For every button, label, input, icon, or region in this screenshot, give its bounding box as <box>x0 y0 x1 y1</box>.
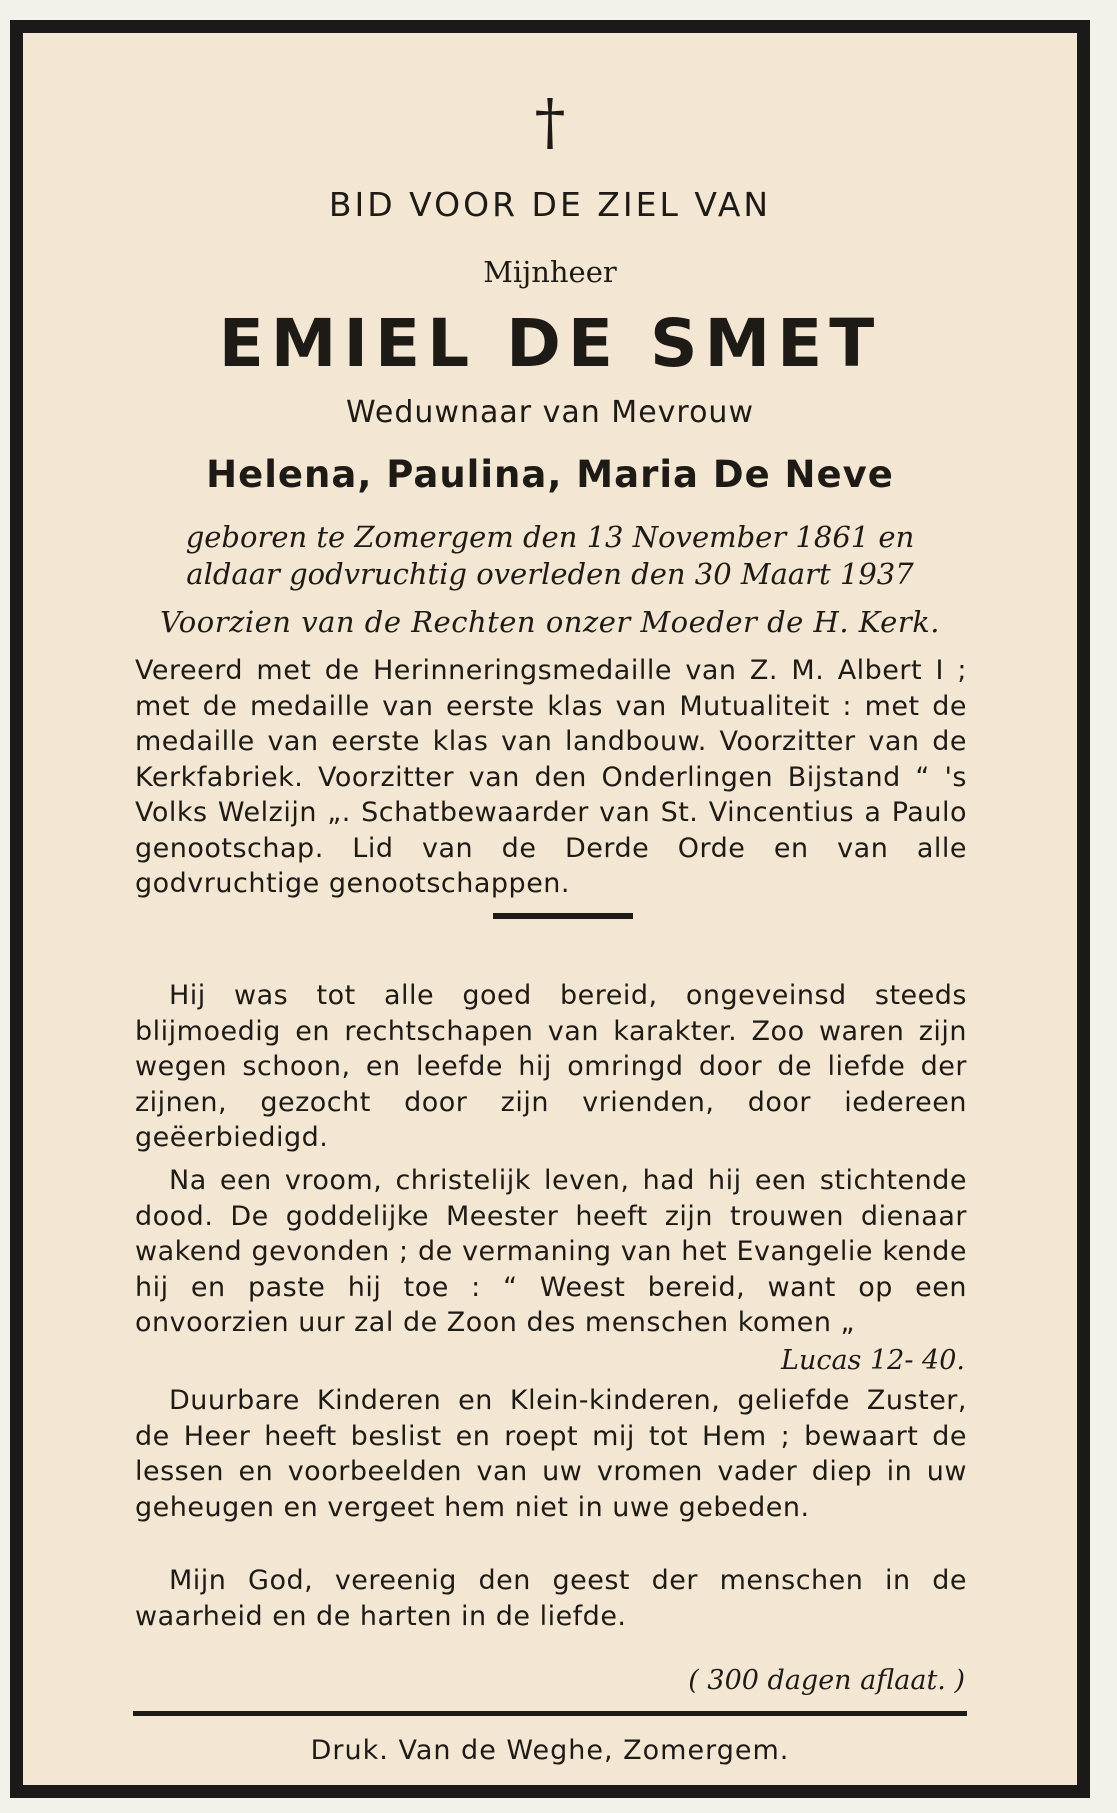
closing-prayer: Mijn God, vereenig den geest der menschen in de waarheid en de harten in de liefde. <box>135 1565 967 1632</box>
honors-paragraph: Vereerd met de Herinneringsmedaille van Z. M. Albert I ; met de medaille van eerste klas van Mutualiteit : met de medaille van eerste klas van landbouw. Voorzitter van de Kerkfabriek. Voorzitter van den Onderlingen Bijstand “ 's Volks Welzijn „. Schatbewaarder van St. Vincentius a Paulo genootschap. Lid van de Derde Orde en van alle godvruchtige genootschappen. <box>135 655 967 899</box>
birth-line: geboren te Zomergem den 13 November 1861 en <box>185 520 915 554</box>
prayer-heading: BID VOOR DE ZIEL VAN <box>328 185 772 224</box>
memorial-card <box>10 20 1090 1798</box>
scripture-reference: Lucas 12- 40. <box>781 1345 965 1376</box>
death-line: aldaar godvruchtig overleden den 30 Maart 1937 <box>186 557 914 591</box>
family-paragraph: Duurbare Kinderen en Klein-kinderen, geliefde Zuster, de Heer heeft beslist en roept mij tot Hem ; bewaart de lessen en voorbeelden van uw vromen vader diep in uw geheugen en vergeet hem niet in uwe gebeden. <box>135 1385 967 1523</box>
indulgence-note: ( 300 dagen aflaat. ) <box>688 1665 965 1696</box>
character-paragraph: Hij was tot alle goed bereid, ongeveinsd steeds blijmoedig en rechtschapen van karakter. Zoo waren zijn wegen schoon, en leefde hij omringd door de liefde der zijnen, gezocht door zijn vrienden, door iedereen geëerbiedigd. <box>135 980 967 1153</box>
sacraments-line: Voorzien van de Rechten onzer Moeder de H. Kerk. <box>160 605 940 639</box>
card-content <box>23 33 1077 1785</box>
honorific: Mijnheer <box>483 255 617 289</box>
cross-icon: † <box>534 85 566 158</box>
bottom-divider <box>133 1711 967 1716</box>
widower-line: Weduwnaar van Mevrouw <box>346 395 754 430</box>
short-divider <box>493 913 633 919</box>
spouse-name: Helena, Paulina, Maria De Neve <box>206 453 894 496</box>
death-paragraph: Na een vroom, christelijk leven, had hij een stichtende dood. De goddelijke Meester heeft zijn trouwen dienaar wakend gevonden ; de vermaning van het Evangelie kende hij en paste hij toe : “ Weest bereid, want op een onvoorzien uur zal de Zoon des menschen komen „ <box>135 1165 967 1338</box>
deceased-name: EMIEL DE SMET <box>218 305 882 382</box>
birth-death-lines <box>103 519 997 593</box>
printer-credit: Druk. Van de Weghe, Zomergem. <box>310 1735 790 1766</box>
